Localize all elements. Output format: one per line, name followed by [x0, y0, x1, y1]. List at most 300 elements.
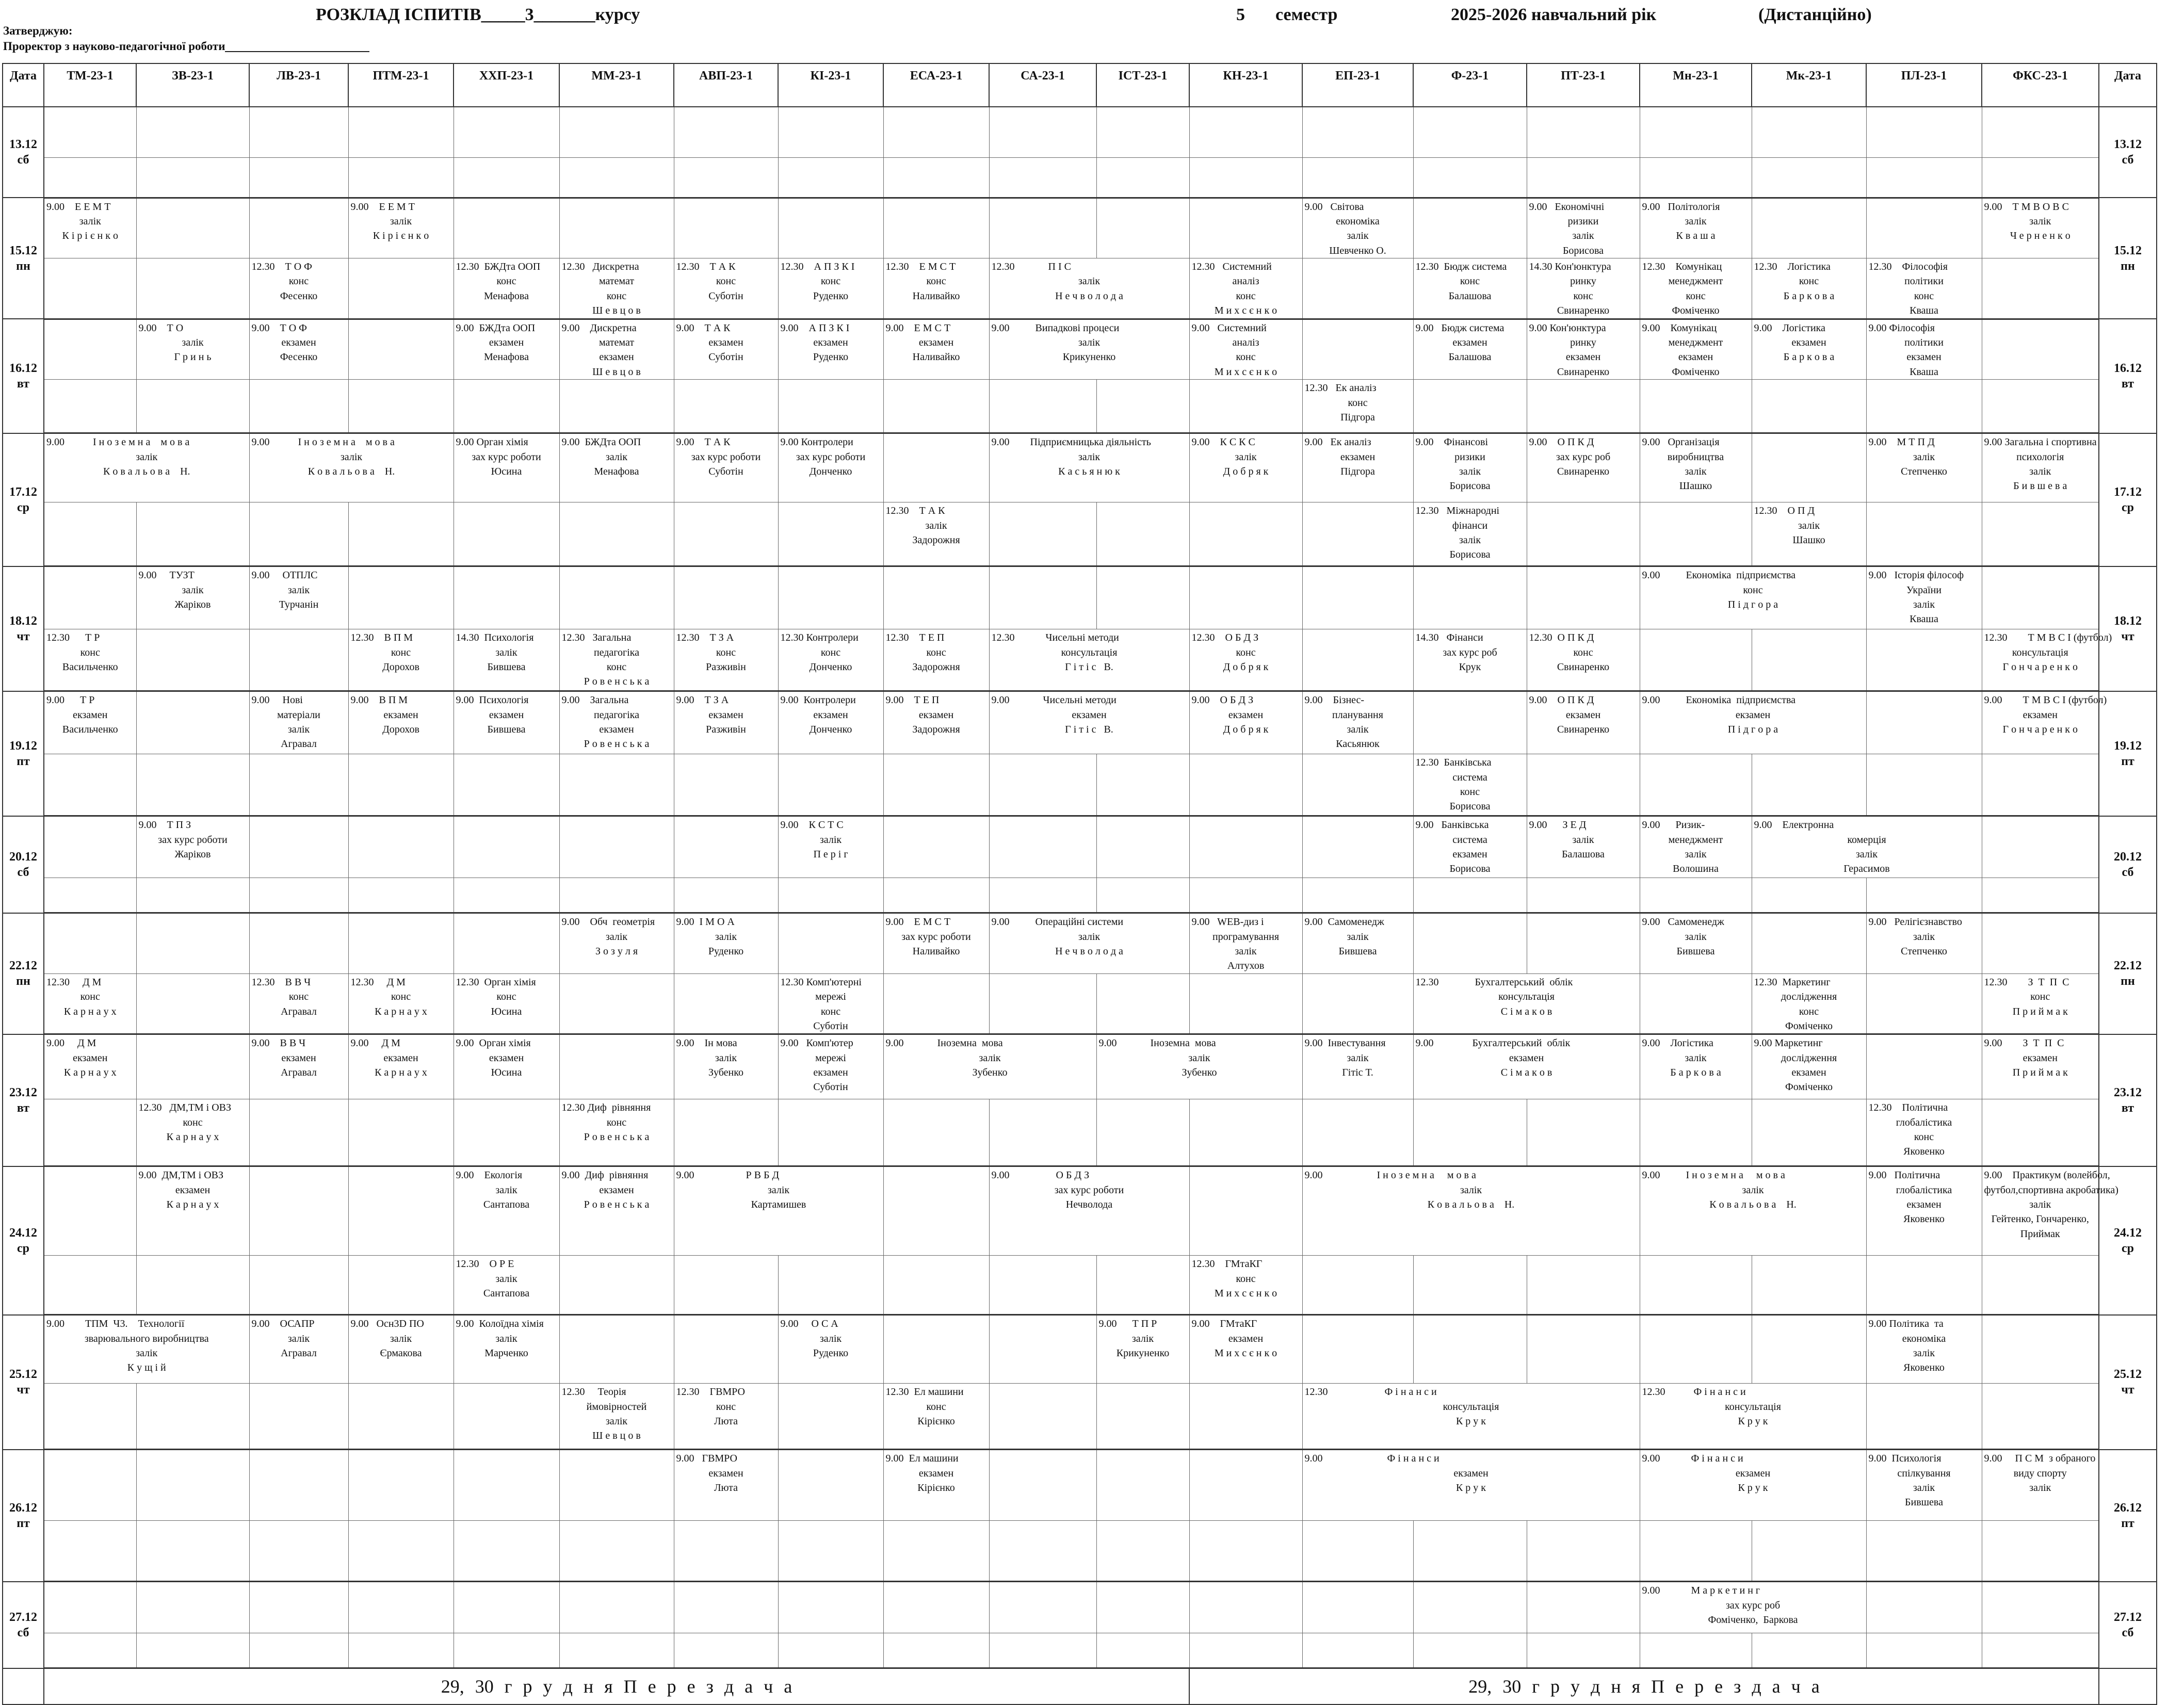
empty-cell [348, 1450, 454, 1521]
exam-time-subject: 12.30 Т А К [885, 505, 945, 517]
exam-detail: Ч е р н е н к о [2010, 230, 2070, 242]
empty-cell [778, 502, 883, 566]
exam-detail: залік [1913, 598, 1935, 610]
exam-time-subject: 9.00 Контролери [780, 694, 856, 706]
exam-cell [1752, 973, 1866, 1034]
exam-cell [348, 973, 454, 1034]
exam-cell [778, 691, 883, 754]
empty-cell [883, 566, 989, 629]
exam-detail: К а р н а у х [375, 1005, 427, 1017]
exam-cell [44, 1034, 136, 1099]
exam-detail: зах курс роб [1556, 451, 1611, 463]
weekday: ср [17, 500, 29, 514]
exam-detail: система [1452, 771, 1487, 783]
exam-cell [674, 691, 778, 754]
exam-detail: Борисова [1449, 801, 1491, 813]
exam-detail: К а р н а у х [166, 1131, 219, 1143]
exam-time-subject: 12.30 Політична [1868, 1102, 1948, 1114]
exam-time-subject: 9.00 Контролери [780, 436, 853, 448]
exam-time-subject: 12.30 Філософія [1868, 261, 1948, 273]
exam-cell [883, 1034, 1096, 1099]
empty-cell [1640, 878, 1752, 913]
exam-time-subject: 9.00 Практикум (волейбол, [1984, 1170, 2110, 1181]
exam-time-subject: 12.30 Т О Ф [251, 261, 312, 273]
exam-cell [883, 629, 989, 691]
date-header-right: Дата [2099, 63, 2157, 107]
exam-time-subject: 9.00 Орган хімія [456, 436, 528, 448]
date-day: 17.12 [9, 485, 37, 499]
exam-time-subject: 9.00 Т А К [676, 322, 731, 334]
exam-detail: Дорохов [382, 661, 419, 673]
exam-detail: конс [1348, 397, 1368, 409]
exam-detail: екзамен [599, 1184, 634, 1196]
exam-time-subject: 12.30 З Т П С [1984, 976, 2069, 988]
exam-cell [1189, 629, 1302, 691]
exam-detail: матеріали [277, 709, 320, 721]
empty-cell [674, 1099, 778, 1166]
empty-cell [1527, 1099, 1640, 1166]
exam-detail: конс [1236, 646, 1256, 658]
date-cell-right [2099, 198, 2157, 319]
exam-detail: Д о б р я к [1223, 661, 1269, 673]
exam-cell [1527, 198, 1640, 258]
exam-time-subject: 9.00 А П З К І [780, 322, 850, 334]
exam-detail: Степченко [1901, 465, 1947, 477]
weekday: чт [17, 1383, 30, 1397]
exam-cell [1866, 1099, 1982, 1166]
weekday: сб [17, 865, 29, 879]
empty-cell [989, 107, 1096, 157]
exam-schedule-table [2, 63, 2157, 1705]
exam-detail: екзамен [1452, 848, 1487, 860]
group-header: СА-23-1 [989, 63, 1096, 107]
exam-time-subject: 9.00 Чисельні методи [991, 694, 1117, 706]
date-cell-left [3, 691, 44, 816]
empty-cell [989, 1099, 1096, 1166]
empty-cell [44, 1256, 136, 1315]
date-cell-left [3, 1315, 44, 1450]
empty-cell [1096, 1633, 1189, 1668]
empty-cell [454, 1521, 559, 1582]
exam-time-subject: 9.00 ГВМРО [676, 1453, 737, 1465]
weekday: пт [17, 754, 30, 768]
exam-cell [1527, 691, 1640, 754]
exam-time-subject: 9.00 О П К Д [1529, 694, 1594, 706]
exam-detail: залік [1078, 337, 1101, 349]
empty-cell [44, 157, 136, 198]
exam-detail: Наливайко [912, 351, 960, 363]
exam-detail: Руденко [813, 290, 849, 302]
empty-cell [136, 157, 249, 198]
exam-cell [249, 973, 348, 1034]
exam-cell [249, 258, 348, 319]
empty-cell [1527, 566, 1640, 629]
empty-cell [44, 816, 136, 878]
exam-detail: конс [1743, 584, 1763, 596]
date-day: 13.12 [9, 138, 37, 151]
empty-cell [883, 1315, 989, 1384]
exam-detail: Д о б р я к [1223, 465, 1269, 477]
empty-cell [454, 754, 559, 816]
schedule-row [3, 258, 2157, 319]
exam-cell [989, 629, 1189, 691]
empty-cell [249, 380, 348, 433]
exam-time-subject: 9.00 Ін мова [676, 1037, 737, 1049]
exam-time-subject: 12.30 Бюдж система [1415, 261, 1507, 273]
date-cell-left [3, 1450, 44, 1582]
exam-detail: Волошина [1673, 863, 1719, 875]
empty-cell [778, 1256, 883, 1315]
exam-time-subject: 12.30 Комунікац [1642, 261, 1722, 273]
exam-cell [1640, 319, 1752, 380]
exam-time-subject: 12.30 Дискретна [561, 261, 639, 273]
empty-cell [1096, 973, 1189, 1034]
exam-detail: Задорожня [912, 723, 960, 735]
exam-cell [883, 319, 989, 380]
exam-detail: України [1906, 584, 1942, 596]
exam-detail: залік [1685, 1052, 1707, 1064]
exam-time-subject: 12.30 Чисельні методи [991, 632, 1119, 644]
exam-detail: залік [1078, 931, 1101, 943]
empty-cell [1640, 107, 1752, 157]
exam-time-subject: 12.30 О П К Д [1529, 632, 1594, 644]
exam-cell [1982, 691, 2107, 754]
empty-cell [348, 1099, 454, 1166]
exam-detail: Р о в е н с ь к а [584, 1131, 650, 1143]
exam-detail: Фесенко [280, 351, 318, 363]
empty-cell [1302, 157, 1413, 198]
retake-note: 29, 30 г р у д н я П е р е з д а ч а [1189, 1668, 2099, 1704]
empty-cell [1866, 629, 1982, 691]
exam-detail: Донченко [809, 723, 852, 735]
exam-detail: залік [605, 1416, 628, 1427]
exam-detail: екзамен [1340, 451, 1376, 463]
empty-cell [1982, 816, 2099, 878]
date-cell-right [2099, 566, 2157, 691]
exam-detail: Алтухов [1227, 960, 1265, 972]
empty-cell [778, 1099, 883, 1166]
empty-cell [249, 157, 348, 198]
exam-time-subject: 12.30 П І С [991, 261, 1071, 273]
empty-cell [674, 973, 778, 1034]
exam-detail: Крук [1459, 661, 1481, 673]
empty-cell [1096, 816, 1189, 878]
exam-cell [1189, 258, 1302, 319]
exam-cell [454, 258, 559, 319]
empty-cell [778, 1384, 883, 1450]
retake-row [3, 1668, 2157, 1704]
schedule-row [3, 157, 2157, 198]
empty-cell [454, 1384, 559, 1450]
exam-detail: конс [391, 991, 411, 1003]
exam-cell [1640, 566, 1866, 629]
empty-cell [559, 502, 674, 566]
exam-detail: екзамен [599, 723, 634, 735]
exam-detail: фінанси [1452, 519, 1488, 531]
empty-cell [1189, 198, 1302, 258]
empty-cell [1982, 157, 2099, 198]
exam-detail: Суботін [708, 290, 743, 302]
empty-cell [348, 913, 454, 974]
exam-detail: К у щ і й [127, 1362, 166, 1374]
exam-detail: Разживін [706, 661, 746, 673]
empty-cell [249, 1384, 348, 1450]
empty-cell [1302, 878, 1413, 913]
exam-detail: екзамен [708, 1467, 743, 1479]
empty-cell [674, 754, 778, 816]
exam-detail: М и х с є н к о [1214, 1288, 1277, 1300]
exam-time-subject: 9.00 ГМтаКГ [1191, 1318, 1257, 1330]
group-header: КН-23-1 [1189, 63, 1302, 107]
schedule-row [3, 380, 2157, 433]
empty-cell [249, 878, 348, 913]
exam-cell [1413, 629, 1527, 691]
weekday: сб [2122, 153, 2134, 167]
exam-detail: екзамен [1452, 337, 1487, 349]
exam-detail: Єрмакова [380, 1347, 422, 1359]
exam-detail: залік [182, 337, 204, 349]
empty-cell [1752, 754, 1866, 816]
exam-cell [1752, 502, 1866, 566]
exam-detail: М и х с є н к о [1214, 305, 1277, 317]
exam-detail: Яковенко [1903, 1362, 1945, 1374]
exam-detail: Підгора [1340, 411, 1375, 423]
empty-cell [559, 973, 674, 1034]
date-cell-left [3, 433, 44, 566]
empty-cell [1752, 198, 1866, 258]
exam-detail: Шашко [1792, 534, 1825, 546]
exam-time-subject: 9.00 Психологія [1868, 1453, 1942, 1465]
empty-cell [136, 107, 249, 157]
exam-time-subject: 9.00 Дискретна [561, 322, 637, 334]
exam-cell [1302, 198, 1413, 258]
empty-cell [454, 502, 559, 566]
exam-cell [454, 1315, 559, 1384]
exam-detail: залік [1855, 848, 1878, 860]
exam-detail: К р у к [1455, 1416, 1486, 1427]
exam-cell [1866, 319, 1982, 380]
group-header: ТМ-23-1 [44, 63, 136, 107]
exam-cell [883, 502, 989, 566]
empty-cell [348, 319, 454, 380]
empty-cell [348, 878, 454, 913]
exam-cell [1866, 258, 1982, 319]
date-day: 15.12 [2114, 243, 2142, 257]
exam-time-subject: 9.00 Т З А [676, 694, 729, 706]
exam-time-subject: 14.30 Психологія [456, 632, 534, 644]
weekday: пн [2121, 259, 2135, 273]
exam-cell [1189, 319, 1302, 380]
exam-detail: глобалістика [1896, 1184, 1952, 1196]
exam-detail: екзамен [918, 709, 954, 721]
weekday: сб [2122, 865, 2134, 879]
exam-time-subject: 12.30 Міжнародні [1415, 505, 1500, 517]
exam-detail: зах курс роботи [472, 451, 541, 463]
exam-time-subject: 9.00 Самоменедж [1304, 916, 1384, 928]
exam-detail: Суботін [813, 1020, 848, 1032]
exam-cell [559, 691, 674, 754]
exam-time-subject: 9.00 Е Е М Т [46, 201, 111, 213]
exam-detail: конс [926, 646, 946, 658]
exam-detail: екзамен [1228, 1333, 1264, 1344]
exam-cell [883, 913, 989, 974]
exam-detail: Борисова [1449, 549, 1491, 561]
exam-time-subject: 9.00 Загальна і спортивна [1984, 436, 2097, 448]
empty-cell [348, 754, 454, 816]
empty-cell [1640, 1521, 1752, 1582]
exam-cell [1096, 1034, 1302, 1099]
exam-detail: конс [606, 290, 627, 302]
exam-time-subject: 9.00 Світова [1304, 201, 1364, 213]
empty-cell [44, 1582, 136, 1633]
empty-cell [1982, 1521, 2099, 1582]
exam-detail: екзамен [708, 337, 743, 349]
empty-cell [559, 878, 674, 913]
exam-detail: залік [715, 931, 737, 943]
empty-cell [1640, 629, 1752, 691]
exam-cell [1640, 433, 1752, 502]
group-header: Мк-23-1 [1752, 63, 1866, 107]
empty-cell [778, 198, 883, 258]
exam-time-subject: 12.30 О П Д [1754, 505, 1815, 517]
exam-time-subject: 12.30 Т А К [676, 261, 736, 273]
exam-cell [454, 629, 559, 691]
exam-detail: залік [1078, 451, 1101, 463]
exam-cell [1527, 433, 1640, 502]
exam-detail: Шашко [1679, 480, 1712, 492]
exam-cell [989, 1166, 1189, 1256]
exam-time-subject: 12.30 Ел машини [885, 1386, 964, 1398]
exam-detail: Кваша [1910, 305, 1938, 317]
empty-cell [1527, 502, 1640, 566]
exam-time-subject: 9.00 М Т П Д [1868, 436, 1935, 448]
schedule-row [3, 1633, 2157, 1668]
empty-cell [1752, 107, 1866, 157]
empty-cell [1640, 157, 1752, 198]
exam-detail: Гітіс Т. [1342, 1067, 1373, 1079]
empty-cell [559, 157, 674, 198]
exam-detail: Руденко [813, 1347, 849, 1359]
date-cell-right [2099, 1315, 2157, 1450]
exam-cell [44, 629, 136, 691]
exam-detail: консультація [2012, 646, 2068, 658]
exam-detail: К а р н а у х [166, 1199, 219, 1211]
exam-cell [1302, 1384, 1640, 1450]
empty-cell [348, 502, 454, 566]
exam-cell [44, 198, 136, 258]
exam-detail: залік [819, 834, 842, 846]
exam-time-subject: 9.00 ДМ,ТМ і ОВЗ [138, 1170, 224, 1181]
date-day: 25.12 [2114, 1368, 2142, 1382]
exam-time-subject: 12.30 Д М [350, 976, 406, 988]
exam-cell [559, 1166, 674, 1256]
exam-cell [883, 1384, 989, 1450]
exam-detail: Васильченко [62, 723, 118, 735]
exam-detail: М и х с є н к о [1214, 1347, 1277, 1359]
exam-cell [1527, 319, 1640, 380]
empty-cell [454, 913, 559, 974]
empty-cell [249, 754, 348, 816]
exam-time-subject: 9.00 ТУЗТ [138, 570, 195, 581]
exam-time-subject: 9.00 Історія філософ [1868, 570, 1964, 581]
exam-detail: Свинаренко [1557, 366, 1610, 378]
exam-detail: К р у к [1738, 1416, 1768, 1427]
exam-detail: конс [926, 275, 946, 287]
exam-detail: Степченко [1901, 945, 1947, 957]
date-cell-left [3, 1166, 44, 1315]
exam-detail: зах курс роботи [796, 451, 866, 463]
exam-detail: конс [1460, 786, 1480, 798]
exam-detail: Б а р к о в а [1783, 290, 1835, 302]
date-day: 24.12 [2114, 1226, 2142, 1240]
exam-detail: екзамен [1906, 351, 1942, 363]
exam-time-subject: 9.00 Психологія [456, 694, 529, 706]
exam-time-subject: 9.00 Т М В О В С [1984, 201, 2069, 213]
exam-detail: конс [1799, 1005, 1819, 1017]
exam-detail: екзамен [1791, 337, 1826, 349]
empty-cell [989, 1582, 1096, 1633]
exam-detail: З о з у л я [595, 945, 638, 957]
exam-cell [1302, 691, 1413, 754]
exam-detail: конс [80, 991, 100, 1003]
empty-cell [989, 1315, 1096, 1384]
exam-detail: конс [820, 1005, 841, 1017]
exam-detail: Юсина [491, 465, 522, 477]
weekday: пт [17, 1516, 30, 1530]
exam-detail: Н е ч в о л о д а [1055, 290, 1123, 302]
exam-detail: залік [1798, 519, 1820, 531]
exam-detail: консультація [1498, 991, 1555, 1003]
exam-detail: залік [390, 1333, 412, 1344]
date-cell-left [3, 1582, 44, 1668]
exam-detail: залік [287, 723, 310, 735]
exam-detail: зах курс роб [1443, 646, 1497, 658]
exam-detail: залік [1913, 1482, 1935, 1494]
exam-detail: Суботін [813, 1081, 848, 1093]
exam-detail: Жаріков [174, 598, 211, 610]
exam-detail: Б а р к о в а [1670, 1067, 1721, 1079]
group-header: ММ-23-1 [559, 63, 674, 107]
exam-detail: ризики [1454, 451, 1485, 463]
empty-cell [44, 1633, 136, 1668]
weekday: вт [2121, 377, 2134, 391]
empty-cell [348, 1582, 454, 1633]
exam-detail: К і р і є н к о [373, 230, 429, 242]
schedule-row [3, 566, 2157, 629]
exam-detail: економіка [1336, 215, 1380, 227]
exam-detail: Ш е в ц о в [592, 1430, 641, 1442]
exam-detail: психологія [2016, 451, 2064, 463]
exam-detail: ринку [1570, 337, 1596, 349]
exam-detail: К в а ш а [1676, 230, 1716, 242]
exam-detail: педагогіка [593, 646, 640, 658]
empty-cell [1189, 1521, 1302, 1582]
exam-detail: конс [1236, 351, 1256, 363]
exam-cell [348, 198, 454, 258]
empty-cell [883, 107, 989, 157]
exam-cell [559, 319, 674, 380]
exam-detail: конс [820, 646, 841, 658]
empty-cell [44, 380, 136, 433]
empty-cell [1982, 754, 2099, 816]
exam-detail: Балашова [1448, 351, 1492, 363]
empty-cell [883, 1099, 989, 1166]
exam-detail: П р и й м а к [2012, 1067, 2068, 1079]
exam-detail: Менафова [484, 290, 529, 302]
exam-time-subject: 9.00 М а р к е т и н г [1642, 1585, 1760, 1597]
exam-cell [778, 433, 883, 502]
exam-cell [1302, 1034, 1413, 1099]
